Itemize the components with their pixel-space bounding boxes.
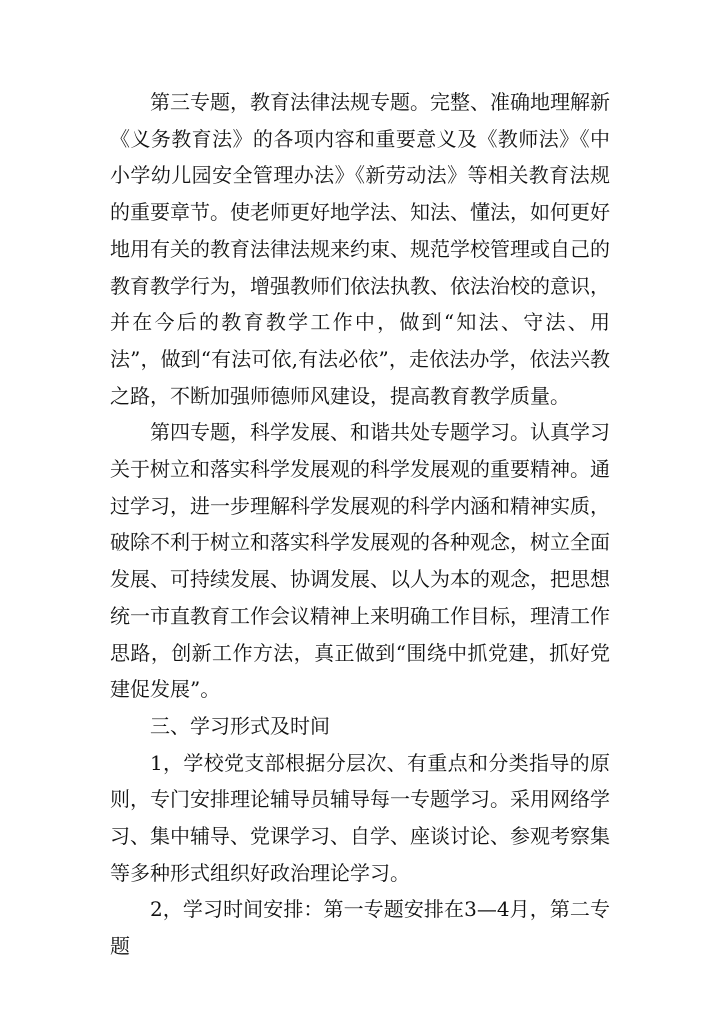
paragraph-topic-three: 第三专题，教育法律法规专题。完整、准确地理解新《义务教育法》的各项内容和重要意义及《教师法》《中小学幼儿园安全管理办法》《新劳动法》等相关教育法规的重要章节。使老师更好地学法、知法、懂法，如何更好地用有关的教育法律法规来约束、规范学校管理或自己的教育教学行为，增强教师们依法执教、依法治校的意识，并在今后的教育教学工作中，做到“知法、守法、用法”，做到“有法可依,有法必依”，走依法办学，依法兴教之路，不断加强师德师风建设，提高教育教学质量。: [110, 90, 610, 408]
paragraph-topic-four: 第四专题，科学发展、和谐共处专题学习。认真学习关于树立和落实科学发展观的科学发展观的重要精神。通过学习，进一步理解科学发展观的科学内涵和精神实质，破除不利于树立和落实科学发展观的各种观念，树立全面发展、可持续发展、协调发展、以人为本的观念，把思想统一市直教育工作会议精神上来明确工作目标，理清工作思路，创新工作方法，真正做到“围绕中抓党建，抓好党建促发展”。: [110, 420, 610, 702]
paragraph-item-one: 1，学校党支部根据分层次、有重点和分类指导的原则，专门安排理论辅导员辅导每一专题学习。采用网络学习、集中辅导、党课学习、自学、座谈讨论、参观考察集等多种形式组织好政治理论学习。: [110, 750, 610, 885]
document-body: [110, 84, 610, 965]
paragraph-item-two: 2，学习时间安排：第一专题安排在3—4月，第二专题: [110, 897, 610, 959]
section-heading-learning-format: 三、学习形式及时间: [150, 713, 330, 738]
